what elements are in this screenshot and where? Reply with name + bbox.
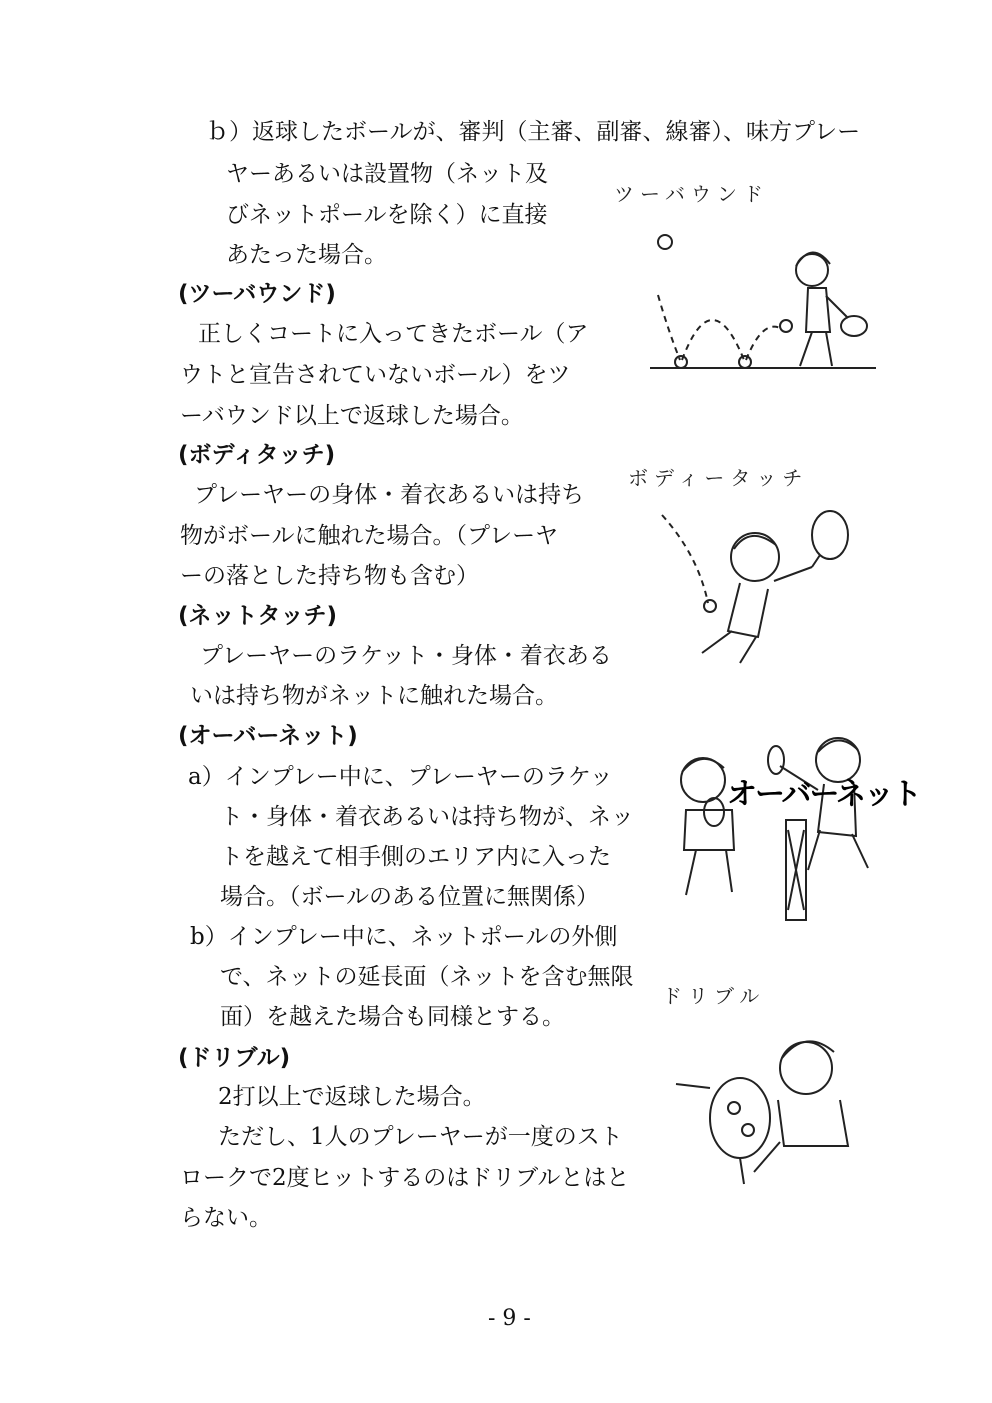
heading-net-touch: (ネットタッチ)	[178, 603, 338, 629]
text-line: 物がボールに触れた場合。（プレーヤ	[180, 523, 559, 549]
caption-dribble: ドリブル	[662, 984, 766, 1008]
text-line: ただし、1人のプレーヤーが一度のスト	[218, 1124, 623, 1150]
text-line: a）インプレー中に、プレーヤーのラケッ	[188, 764, 613, 790]
text-line: びネットポールを除く）に直接	[226, 202, 548, 228]
text-line: ト・身体・着衣あるいは持ち物が、ネッ	[220, 804, 634, 830]
heading-dribble: (ドリブル)	[178, 1045, 291, 1071]
body-touch-illustration	[650, 505, 860, 670]
text-line: ロークで2度ヒットするのはドリブルとはと	[180, 1165, 630, 1191]
dribble-illustration	[672, 1022, 862, 1194]
text-line: 場合。（ボールのある位置に無関係）	[220, 884, 600, 910]
heading-over-net: (オーバーネット)	[178, 723, 358, 749]
over-net-illustration	[668, 720, 888, 925]
text-line: で、ネットの延長面（ネットを含む無限	[220, 964, 634, 990]
text-line: らない。	[180, 1205, 272, 1231]
two-bound-illustration	[640, 220, 880, 380]
text-line: プレーヤーの身体・着衣あるいは持ち	[194, 482, 585, 508]
text-line: ーの落とした持ち物も含む）	[180, 563, 479, 589]
text-line: ーバウンド以上で返球した場合。	[180, 403, 524, 429]
text-line: プレーヤーのラケット・身体・着衣ある	[200, 643, 612, 669]
text-line: ウトと宣告されていないボール）をツ	[180, 362, 571, 388]
caption-body-touch: ボディータッチ	[628, 466, 809, 490]
heading-two-bound: (ツーバウンド)	[178, 281, 336, 307]
text-line: いは持ち物がネットに触れた場合。	[190, 683, 558, 709]
text-line: ヤーあるいは設置物（ネット及	[226, 161, 548, 187]
over-net-label: オーバーネット	[727, 777, 920, 812]
text-line: b）インプレー中に、ネットポールの外側	[190, 924, 618, 950]
page-number: - 9 -	[488, 1306, 531, 1331]
text-line: 2打以上で返球した場合。	[218, 1084, 486, 1110]
text-line: あたった場合。	[226, 242, 387, 268]
text-line: 正しくコートに入ってきたボール（ア	[198, 321, 589, 347]
heading-body-touch: (ボディタッチ)	[178, 442, 336, 468]
text-line: ｂ）返球したボールが、審判（主審、副審、線審）、味方プレー	[206, 119, 861, 145]
text-line: トを越えて相手側のエリア内に入った	[220, 844, 611, 870]
text-line: 面）を越えた場合も同様とする。	[220, 1004, 565, 1030]
caption-two-bound: ツーバウンド	[614, 182, 769, 206]
